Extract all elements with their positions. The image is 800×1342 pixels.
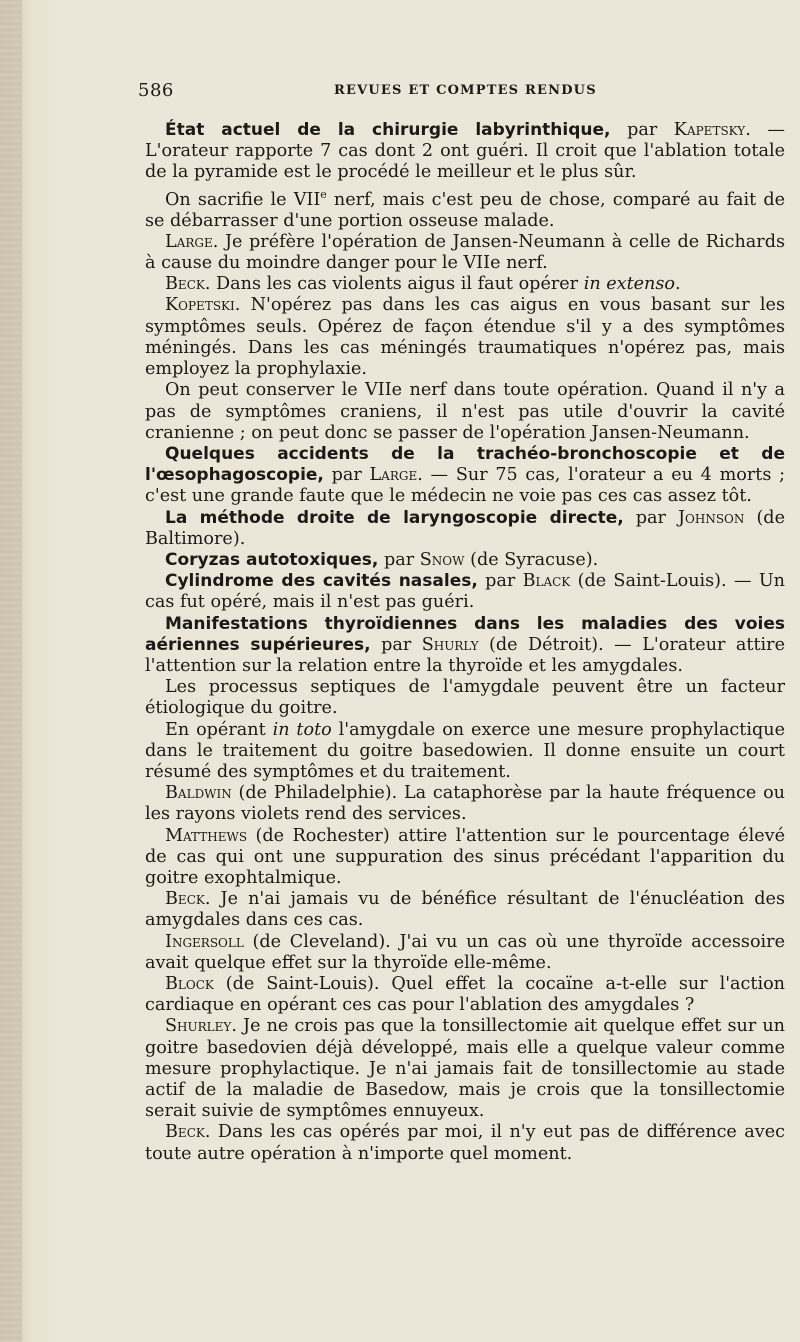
author-name: Snow <box>419 549 465 570</box>
text-run: . — L'orateur rapporte 7 cas dont 2 ont guéri. Il croit que l'ablation totale de la pyramide est le procédé le meilleur et le plus sûr. <box>145 120 785 183</box>
text-run: (de Philadelphie). La cataphorèse par la haute fréquence ou les rayons violets rend des services. <box>145 783 785 825</box>
bold-title: Quelques accidents de la trachéo-bronchoscopie et de l'œsophagoscopie, <box>145 443 785 486</box>
paragraph <box>145 614 785 678</box>
author-name: Beck <box>165 1122 205 1143</box>
author-name: Beck <box>165 274 205 295</box>
paragraph <box>145 783 785 825</box>
bold-title: État actuel de la chirurgie labyrinthique, <box>165 120 611 140</box>
text-run: On peut conserver le VIIe nerf dans toute opération. Quand il n'y a pas de symptômes craniens, il n'est pas utile d'ouvrir la cavité cranienne ; on peut donc se passer de l'opération Jansen-Neumann. <box>145 380 785 443</box>
text-run: (de Cleveland). J'ai vu un cas où une thyroïde accessoire avait quelque effet sur la thyroïde elle-même. <box>145 931 785 973</box>
text-run: l'amygdale on exerce une mesure prophylactique dans le traitement du goitre basedowien. Il donne ensuite un court résumé des symptômes et du traitement. <box>145 719 785 782</box>
text-run: . <box>675 274 681 295</box>
text-run: . Je ne crois pas que la tonsillectomie ait quelque effet sur un goitre basedovien déjà développé, mais elle a quelque valeur comme mesure prophylactique. Je n'ai jamais fait de tonsillectomie au stade actif de la maladie de Basedow, mais je crois que la tonsillectomie serait suivie de symptômes ennuyeux. <box>145 1016 785 1122</box>
author-name: Baldwin <box>165 783 232 804</box>
paragraph <box>145 826 785 890</box>
italic-text: in toto <box>272 719 332 740</box>
paragraph <box>145 1016 785 1122</box>
running-head: REVUES ET COMPTES RENDUS <box>334 83 597 98</box>
italic-text: in extenso <box>583 274 676 295</box>
page-header <box>138 80 782 104</box>
author-name: Kopetski <box>165 295 235 316</box>
bold-title: Manifestations thyroïdiennes dans les maladies des voies aériennes supérieures, <box>145 613 785 655</box>
text-run: par <box>323 465 370 486</box>
paragraph <box>145 120 785 184</box>
superscript: e <box>320 187 327 201</box>
text-run: En opérant <box>165 719 273 740</box>
author-name: Block <box>165 973 214 994</box>
paragraph <box>145 295 785 380</box>
text-run: On sacrifie le VII <box>165 189 321 210</box>
bold-title: La méthode droite de laryngoscopie directe, <box>165 507 624 528</box>
paragraph <box>145 274 785 295</box>
paragraph <box>145 508 785 550</box>
paragraph <box>145 677 785 719</box>
paragraph <box>145 932 785 974</box>
text-run: par <box>378 549 420 570</box>
author-name: Black <box>522 571 571 592</box>
text-run: (de Détroit). — L'orateur attire l'attention sur la relation entre la thyroïde et les amygdales. <box>145 634 785 676</box>
paragraph <box>145 550 785 571</box>
author-name: Kapetsky <box>673 120 746 140</box>
text-run: par <box>623 507 678 528</box>
text-run: . Dans les cas violents aigus il faut opérer <box>204 274 584 295</box>
author-name: Shurly <box>421 634 479 655</box>
paragraph <box>145 444 785 508</box>
paragraph <box>145 889 785 931</box>
text-run: (de Saint-Louis). Quel effet la cocaïne a-t-elle sur l'action cardiaque en opérant ces cas pour l'ablation des amygdales ? <box>145 973 785 1016</box>
paragraph <box>145 571 785 613</box>
text-run: par <box>370 634 422 655</box>
paragraph <box>145 232 785 274</box>
text-run: (de Rochester) attire l'attention sur le pourcentage élevé de cas qui ont une suppuration des sinus précédant l'apparition du goitre exophtalmique. <box>145 825 785 888</box>
bold-title: Cylindrome des cavités nasales, <box>165 571 478 592</box>
text-run: (de Baltimore). <box>145 507 785 549</box>
author-name: Shurley <box>165 1016 232 1037</box>
text-run: . Je n'ai jamais vu de bénéfice résultant de l'énucléation des amygdales dans ces cas. <box>145 889 785 931</box>
paragraph <box>145 720 785 784</box>
text-run: par <box>610 120 674 140</box>
paragraph <box>145 380 785 444</box>
binding-gutter <box>0 0 22 1342</box>
text-run: . N'opérez pas dans les cas aigus en vous basant sur les symptômes seuls. Opérez de façon étendue s'il y a des symptômes méningés. Dans les cas méningés traumatiques n'opérez pas, mais employez la prophylaxie. <box>145 295 785 380</box>
text-run: nerf, mais c'est peu de chose, comparé au fait de se débarrasser d'une portion osseuse malade. <box>145 189 785 231</box>
author-name: Beck <box>165 889 205 910</box>
author-name: Large <box>369 465 418 486</box>
bold-title: Coryzas autotoxiques, <box>165 549 379 570</box>
author-name: Large <box>165 231 213 252</box>
text-run: . Dans les cas opérés par moi, il n'y eut pas de différence avec toute autre opération à n'importe quel moment. <box>145 1122 785 1164</box>
article-text <box>145 120 785 1165</box>
text-run: Les processus septiques de l'amygdale peuvent être un facteur étiologique du goitre. <box>145 677 785 719</box>
text-run: . Je préfère l'opération de Jansen-Neumann à celle de Richards à cause du moindre danger pour le VIIe nerf. <box>145 231 785 274</box>
author-name: Matthews <box>165 825 248 846</box>
paragraph <box>145 1122 785 1164</box>
text-run: (de Syracuse). <box>464 549 599 570</box>
text-run: (de Saint-Louis). — Un cas fut opéré, mais il n'est pas guéri. <box>145 571 785 613</box>
text-run: par <box>477 571 523 592</box>
author-name: Johnson <box>677 507 745 528</box>
author-name: Ingersoll <box>165 931 244 952</box>
paragraph <box>145 974 785 1016</box>
text-run: . — Sur 75 cas, l'orateur a eu 4 morts ; c'est une grande faute que le médecin ne voie pas ces cas assez tôt. <box>145 465 785 507</box>
paragraph <box>145 184 785 232</box>
page-number: 586 <box>138 80 174 101</box>
